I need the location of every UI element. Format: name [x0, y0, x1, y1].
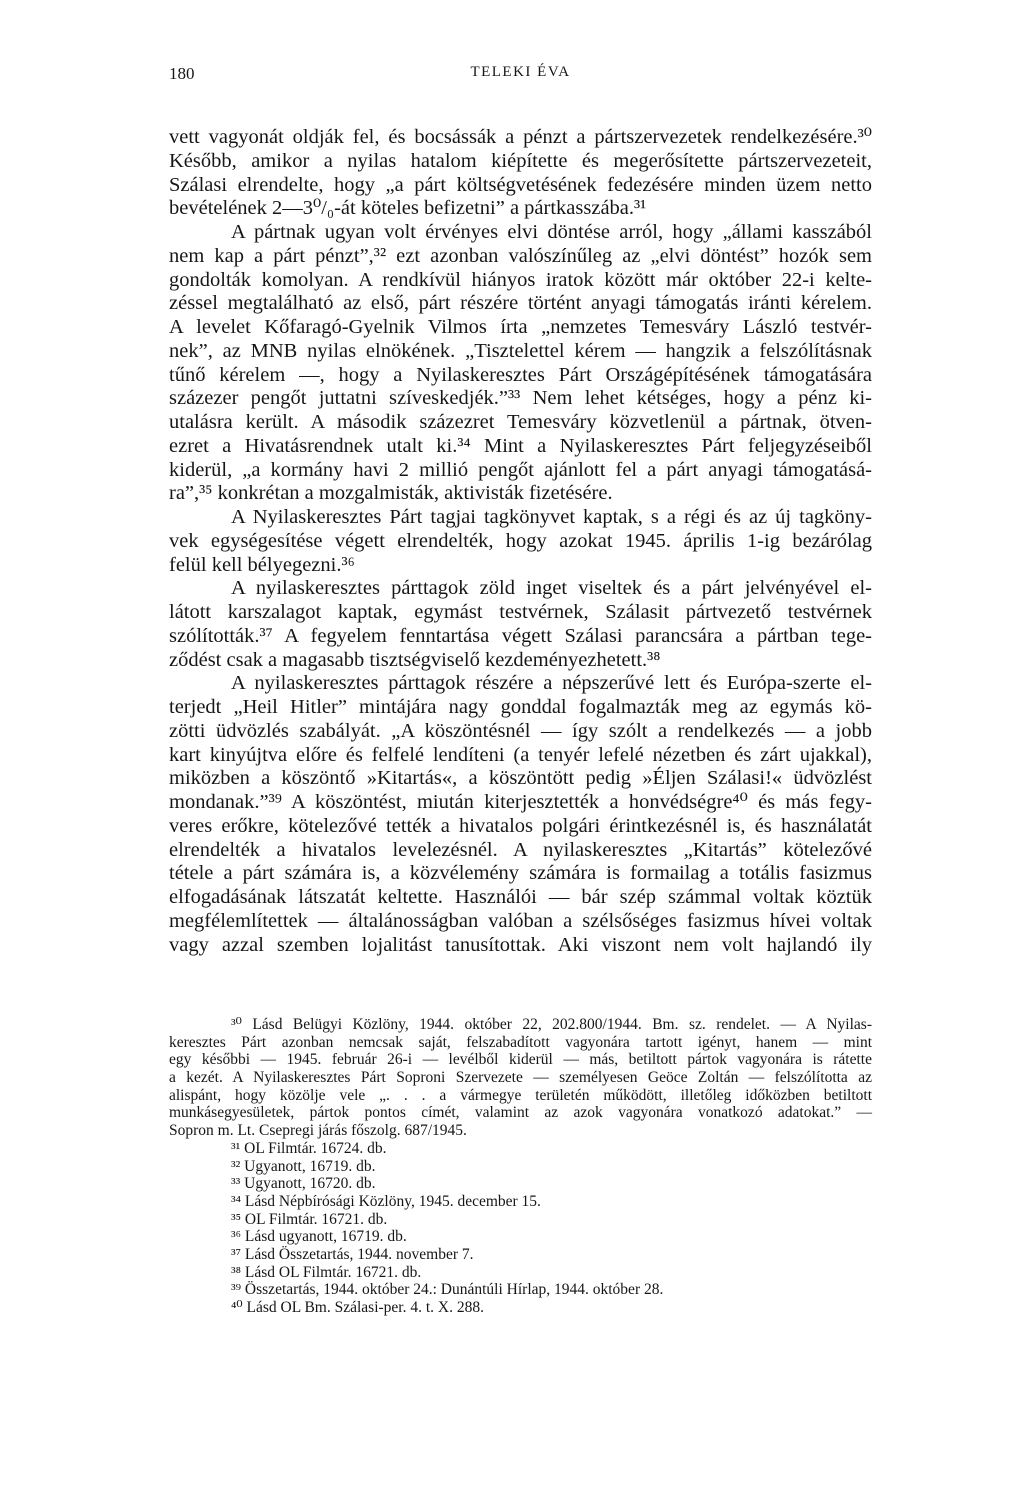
page-header [169, 64, 872, 88]
body-line: nem kap a párt pénzt”,³² ezt azonban valószínűleg az „elvi döntést” hozók sem [169, 244, 872, 267]
body-line: A nyilaskeresztes párttagok zöld inget viseltek és a párt jelvényével el- [231, 577, 872, 600]
body-line: ezret a Hivatásrendnek utalt ki.³⁴ Mint a Nyilaskeresztes Párt feljegyzéseiből [169, 434, 872, 457]
footnotes [169, 1016, 872, 1317]
footnote-entry: ³⁸ Lásd OL Filmtár. 16721. db. [231, 1263, 422, 1281]
body-line: A Nyilaskeresztes Párt tagjai tagkönyvet kaptak, s a régi és az új tagköny- [231, 506, 872, 528]
footnote-entry: ³³ Ugyanott, 16720. db. [231, 1175, 376, 1193]
footnote-line: munkásegyesületek, pártok pontos címét, valamint az azok vagyonára vonatkozó adatokat.” — [169, 1104, 872, 1122]
body-line: nek”, az MNB nyilas elnökének. „Tisztelettel kérem — hangzik a felszólításnak [169, 339, 872, 362]
footnote-entry: ³⁴ Lásd Népbírósági Közlöny, 1945. december 15. [231, 1192, 541, 1210]
body-line: kart kinyújtva előre és felfelé lendíteni (a tenyér lefelé nézetben és zárt ujakkal), [169, 743, 872, 766]
footnote-entry: ³⁷ Lásd Összetartás, 1944. november 7. [231, 1245, 474, 1263]
body-line: felül kell bélyegezni.³⁶ [169, 553, 355, 576]
body-line: bevételének 2—3⁰/₀-át köteles befizetni” a pártkasszába.³¹ [169, 197, 647, 220]
body-line: elrendelték a hivatalos levelezésnél. A nyilaskeresztes „Kitartás” kötelezővé [169, 838, 872, 861]
body-line: elfogadásának látszatát keltette. Használói — bár szép számmal voltak köztük [169, 886, 872, 908]
footnote-entry: ³⁹ Összetartás, 1944. október 24.: Dunántúli Hírlap, 1944. október 28. [231, 1281, 664, 1299]
body-line: zéssel megtalálható az első, párt részére történt anyagi támogatás iránti kérelem. [169, 292, 872, 315]
body-line: ra”,³⁵ konkrétan a mozgalmisták, aktivisták fizetésére. [169, 482, 613, 505]
body-line: százezer pengőt juttatni szíveskedjék.”³³ Nem lehet kétséges, hogy a pénz ki- [169, 387, 872, 410]
body-line: látott karszalagot kaptak, egymást testvérnek, Szálasit pártvezető testvérnek [169, 601, 872, 623]
body-line: kiderül, „a kormány havi 2 millió pengőt ajánlott fel a párt anyagi támogatásá- [169, 458, 872, 481]
footnote-line: alispánt, hogy közölje vele „. . . a vármegye területén működött, illetőleg időközben betiltott [169, 1086, 872, 1104]
footnote-entry: ³⁶ Lásd ugyanott, 16719. db. [231, 1228, 407, 1246]
body-line: vagy azzal szemben lojalitást tanusítottak. Aki viszont nem volt hajlandó ily [169, 933, 872, 956]
body-line: gondolták komolyan. A rendkívül hiányos iratok között már október 22-i kelte- [169, 268, 872, 291]
footnote-entry: ⁴⁰ Lásd OL Bm. Szálasi-per. 4. t. X. 288. [231, 1299, 484, 1316]
body-line: megfélemlítettek — általánosságban valóban a szélsőséges fasizmus hívei voltak [169, 909, 872, 932]
body-line: A levelet Kőfaragó-Gyelnik Vilmos írta „nemzetes Temesváry László testvér- [169, 316, 872, 338]
footnote-entry: ³⁵ OL Filmtár. 16721. db. [231, 1210, 388, 1228]
footnote-line: Sopron m. Lt. Csepregi járás főszolg. 687/1945. [169, 1122, 467, 1140]
footnote-entry: ³² Ugyanott, 16719. db. [231, 1157, 376, 1175]
body-line: mondanak.”³⁹ A köszöntést, miután kiterjesztették a honvédségre⁴⁰ és más fegy- [169, 791, 872, 813]
footnote-line: ³⁰ Lásd Belügyi Közlöny, 1944. október 22, 202.800/1944. Bm. sz. rendelet. — A Nyilas- [231, 1016, 872, 1033]
body-line: terjedt „Heil Hitler” mintájára nagy gonddal fogalmazták meg az egymás kö- [169, 696, 872, 718]
body-text [169, 126, 872, 957]
body-line: tűnő kérelem —, hogy a Nyilaskeresztes Párt Országépítésének támogatására [169, 363, 872, 386]
body-line: utalásra került. A második százezret Temesváry közvetlenül a pártnak, ötven- [169, 411, 872, 433]
footnote-line: a kezét. A Nyilaskeresztes Párt Soproni Szervezete — személyesen Geöce Zoltán — felszólította az [169, 1069, 872, 1087]
body-line: Később, amikor a nyilas hatalom kiépítette és megerősítette pártszervezeteit, [169, 149, 872, 172]
body-line: miközben a köszöntő »Kitartás«, a köszöntött pedig »Éljen Szálasi!« üdvözlést [169, 767, 872, 790]
footnote-entry: ³¹ OL Filmtár. 16724. db. [231, 1139, 387, 1157]
body-line: ződést csak a magasabb tisztségviselő kezdeményezhetett.³⁸ [169, 648, 661, 671]
running-head: TELEKI ÉVA [470, 64, 571, 80]
body-line: veres erőkre, kötelezővé tették a hivatalos polgári érintkezésnél is, és használatát [169, 814, 872, 837]
body-line: A pártnak ugyan volt érvényes elvi döntése arról, hogy „állami kasszából [231, 221, 872, 243]
body-line: vett vagyonát oldják fel, és bocsássák a pénzt a pártszervezetek rendelkezésére.³⁰ [169, 126, 872, 148]
body-line: zötti üdvözlés szabályát. „A köszöntésnél — így szólt a rendelkezés — a jobb [169, 719, 872, 742]
footnote-line: keresztes Párt azonban nemcsak saját, felszabadított vagyonára tartott igényt, hanem — mint [169, 1033, 872, 1051]
body-line: A nyilaskeresztes párttagok részére a népszerűvé lett és Európa-szerte el- [231, 672, 872, 695]
body-line: Szálasi elrendelte, hogy „a párt költségvetésének fedezésére minden üzem netto [169, 173, 872, 196]
page-number: 180 [169, 64, 195, 83]
body-line: vek egységesítése végett elrendelték, hogy azokat 1945. április 1-ig bezárólag [169, 529, 872, 552]
footnote-line: egy későbbi — 1945. február 26-i — levélből kiderül — más, betiltott pártok vagyonára is rátette [169, 1051, 872, 1069]
body-line: szólították.³⁷ A fegyelem fenntartása végett Szálasi parancsára a pártban tege- [169, 624, 872, 647]
body-line: tétele a párt számára is, a közvélemény számára is formailag a totális fasizmus [169, 862, 872, 885]
